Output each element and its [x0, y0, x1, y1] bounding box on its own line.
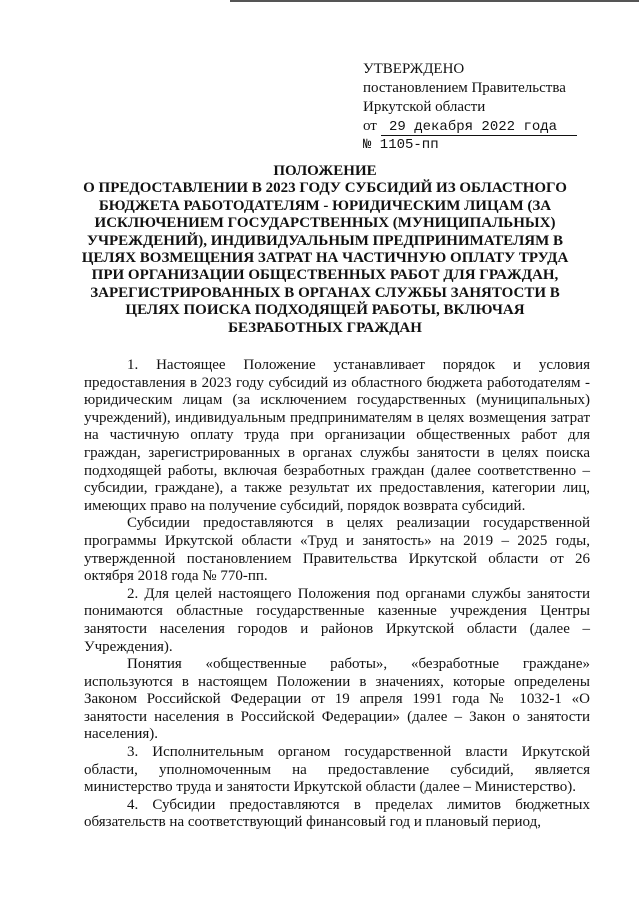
document-subtitle: О ПРЕДОСТАВЛЕНИИ В 2023 ГОДУ СУБСИДИЙ ИЗ ОБЛАСТНОГО БЮДЖЕТА РАБОТОДАТЕЛЯМ - ЮРИДИЧЕСКИМ ЛИЦАМ (ЗА ИСКЛЮЧЕНИЕМ ГОСУДАРСТВЕННЫХ (МУНИЦИПАЛЬНЫХ) УЧРЕЖДЕНИЙ), ИНДИВИДУАЛЬНЫМ ПРЕДПРИНИМАТЕЛЯМ В ЦЕЛЯХ ВОЗМЕЩЕНИЯ ЗАТРАТ НА ЧАСТИЧНУЮ ОПЛАТУ ТРУДА ПРИ ОРГАНИЗАЦИИ ОБЩЕСТВЕННЫХ РАБОТ ДЛЯ ГРАЖДАН, ЗАРЕГИСТРИРОВАННЫХ В ОРГАНАХ СЛУЖБЫ ЗАНЯТОСТИ В ЦЕЛЯХ ПОИСКА ПОДХОДЯЩЕЙ РАБОТЫ, ВКЛЮЧАЯ БЕЗРАБОТНЫХ ГРАЖДАН [81, 180, 569, 336]
paragraph: Понятия «общественные работы», «безработные граждане» используются в настоящем Положении в значениях, которые определены Законом Российской Федерации от 19 апреля 1991 года № 1032-1 «О занятости населения в Российской Федерации» (далее – Закон о занятости населения). [84, 656, 590, 743]
document-heading [70, 163, 580, 337]
approval-date-value: 29 декабря 2022 года [389, 119, 558, 135]
approval-title: УТВЕРЖДЕНО [363, 61, 465, 77]
approval-date-prefix: от [363, 118, 377, 134]
paragraph: 2. Для целей настоящего Положения под органами службы занятости понимаются областные государственные казенные учреждения Центры занятости населения городов и районов Иркутской области (далее – Учреждения). [84, 585, 590, 655]
paragraph: 4. Субсидии предоставляются в пределах лимитов бюджетных обязательств на соответствующий финансовый год и плановый период, [84, 796, 590, 831]
document-body [84, 357, 590, 832]
approval-line-1: постановлением Правительства [363, 80, 566, 96]
approval-stamp [363, 60, 577, 155]
approval-number: № 1105-пп [363, 137, 439, 153]
approval-date-row [363, 117, 577, 136]
top-rule [230, 0, 639, 2]
paragraph: 1. Настоящее Положение устанавливает порядок и условия предоставления в 2023 году субсидий из областного бюджета работодателям - юридическим лицам (за исключением государственных (муниципальных) учреждений), индивидуальным предпринимателям в целях возмещения затрат на частичную оплату труда при организации общественных работ для граждан, зарегистрированных в органах службы занятости в целях поиска подходящей работы, включая безработных граждан (далее соответственно – субсидии, граждане), а также результат их предоставления, категории лиц, имеющих право на получение субсидий, порядок возврата субсидий. [84, 357, 590, 514]
paragraph: Субсидии предоставляются в целях реализации государственной программы Иркутской области «Труд и занятость» на 2019 – 2025 годы, утвержденной постановлением Правительства Иркутской области от 26 октября 2018 года № 770-пп. [84, 515, 590, 585]
paragraph: 3. Исполнительным органом государственной власти Иркутской области, уполномоченным на предоставление субсидий, является министерство труда и занятости Иркутской области (далее – Министерство). [84, 744, 590, 796]
document-title: ПОЛОЖЕНИЕ [273, 163, 377, 179]
approval-date [381, 119, 577, 136]
approval-line-2: Иркутской области [363, 99, 486, 115]
